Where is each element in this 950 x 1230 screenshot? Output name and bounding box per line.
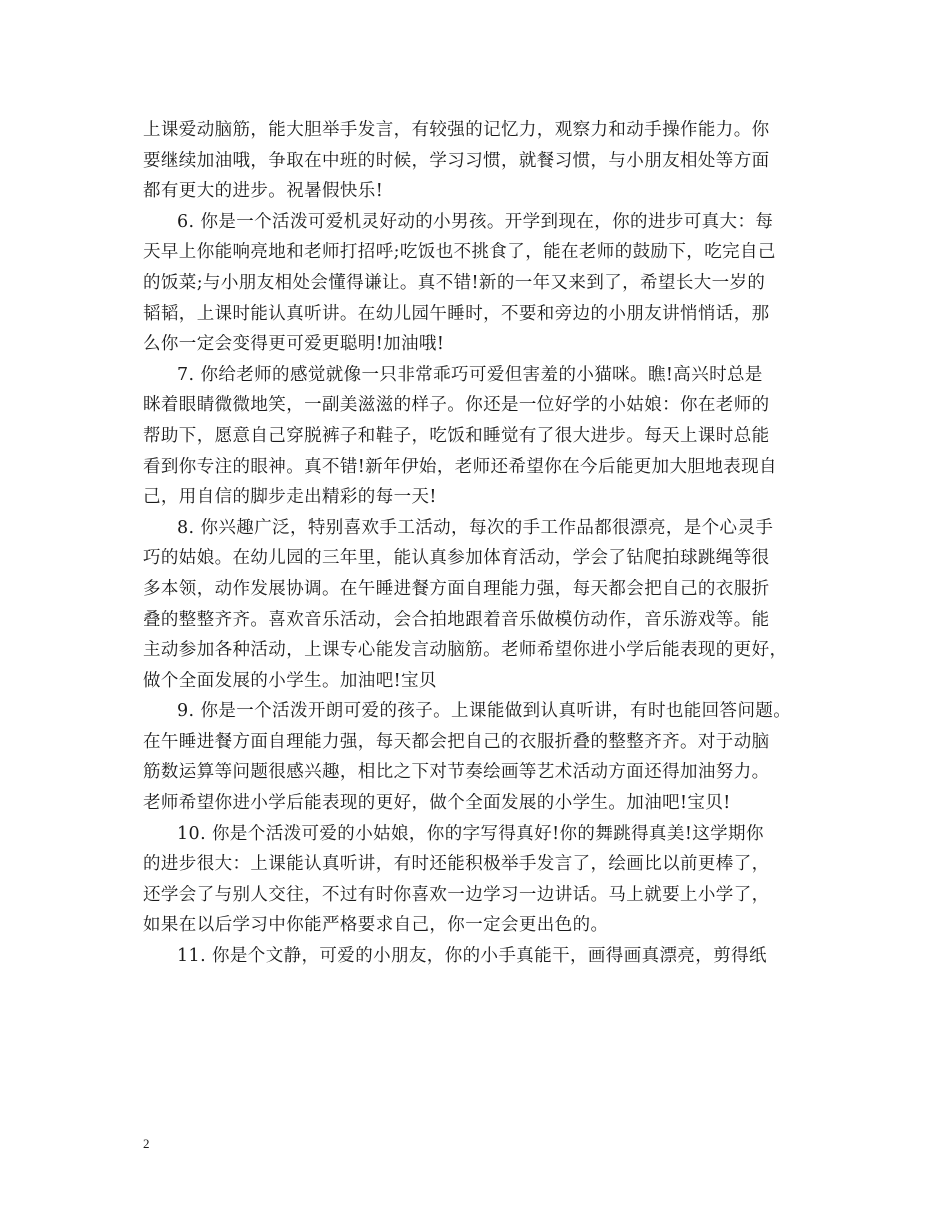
text-line: 么你一定会变得更可爱更聪明!加油哦! [143,334,445,355]
text-line: 天早上你能响亮地和老师打招呼;吃饭也不挑食了，能在老师的鼓励下，吃完自己 [143,242,776,263]
paragraph-8 [143,513,808,697]
paragraph-6 [143,207,808,360]
paragraph-10 [143,819,808,941]
paragraph-continued [143,115,808,207]
text-line: 11. 你是个文静，可爱的小朋友，你的小手真能干，画得画真漂亮，剪得纸 [177,946,767,967]
text-line: 的饭菜;与小朋友相处会懂得谦让。真不错!新的一年又来到了，希望长大一岁的 [143,272,766,293]
text-line: 6. 你是一个活泼可爱机灵好动的小男孩。开学到现在，你的进步可真大：每 [177,211,774,232]
text-line: 要继续加油哦，争取在中班的时候，学习习惯，就餐习惯，与小朋友相处等方面 [143,150,770,171]
text-line: 如果在以后学习中你能严格要求自己，你一定会更出色的。 [143,915,609,936]
text-line: 主动参加各种活动，上课专心能发言动脑筋。老师希望你进小学后能表现的更好， [143,640,788,661]
text-line: 9. 你是一个活泼开朗可爱的孩子。上课能做到认真听讲，有时也能回答问题。 [177,701,792,722]
paragraph-9 [143,696,808,818]
text-line: 眯着眼睛微微地笑，一副美滋滋的样子。你还是一位好学的小姑娘：你在老师的 [143,395,770,416]
text-line: 老师希望你进小学后能表现的更好，做个全面发展的小学生。加油吧!宝贝! [143,793,731,814]
text-line: 上课爱动脑筋，能大胆举手发言，有较强的记忆力，观察力和动手操作能力。你 [143,120,770,140]
text-line: 帮助下，愿意自己穿脱裤子和鞋子，吃饭和睡觉有了很大进步。每天上课时总能 [143,425,770,446]
text-line: 筋数运算等问题很感兴趣，相比之下对节奏绘画等艺术活动方面还得加油努力。 [143,762,770,783]
text-line: 做个全面发展的小学生。加油吧!宝贝 [143,670,437,691]
paragraph-11 [143,941,808,972]
text-line: 看到你专注的眼神。真不错!新年伊始，老师还希望你在今后能更加大胆地表现自 [143,456,777,477]
text-line: 的进步很大：上课能认真听讲，有时还能积极举手发言了，绘画比以前更棒了， [143,854,770,875]
text-line: 还学会了与别人交往，不过有时你喜欢一边学习一边讲话。马上就要上小学了， [143,884,770,905]
document-body [143,115,808,972]
text-line: 在午睡进餐方面自理能力强，每天都会把自己的衣服折叠的整整齐齐。对于动脑 [143,731,770,752]
text-line: 叠的整整齐齐。喜欢音乐活动，会合拍地跟着音乐做模仿动作，音乐游戏等。能 [143,609,770,630]
text-line: 己，用自信的脚步走出精彩的每一天! [143,487,437,508]
text-line: 8. 你兴趣广泛，特别喜欢手工活动，每次的手工作品都很漂亮，是个心灵手 [177,517,774,538]
text-line: 都有更大的进步。祝暑假快乐! [143,181,384,202]
text-line: 10. 你是个活泼可爱的小姑娘，你的字写得真好!你的舞跳得真美!这学期你 [177,823,764,844]
page-number: 2 [143,1136,150,1151]
text-line: 7. 你给老师的感觉就像一只非常乖巧可爱但害羞的小猫咪。瞧!高兴时总是 [177,364,763,385]
text-line: 巧的姑娘。在幼儿园的三年里，能认真参加体育活动，学会了钻爬拍球跳绳等很 [143,548,770,569]
text-line: 韬韬，上课时能认真听讲。在幼儿园午睡时，不要和旁边的小朋友讲悄悄话，那 [143,303,770,324]
paragraph-7 [143,360,808,513]
text-line: 多本领，动作发展协调。在午睡进餐方面自理能力强，每天都会把自己的衣服折 [143,578,770,599]
